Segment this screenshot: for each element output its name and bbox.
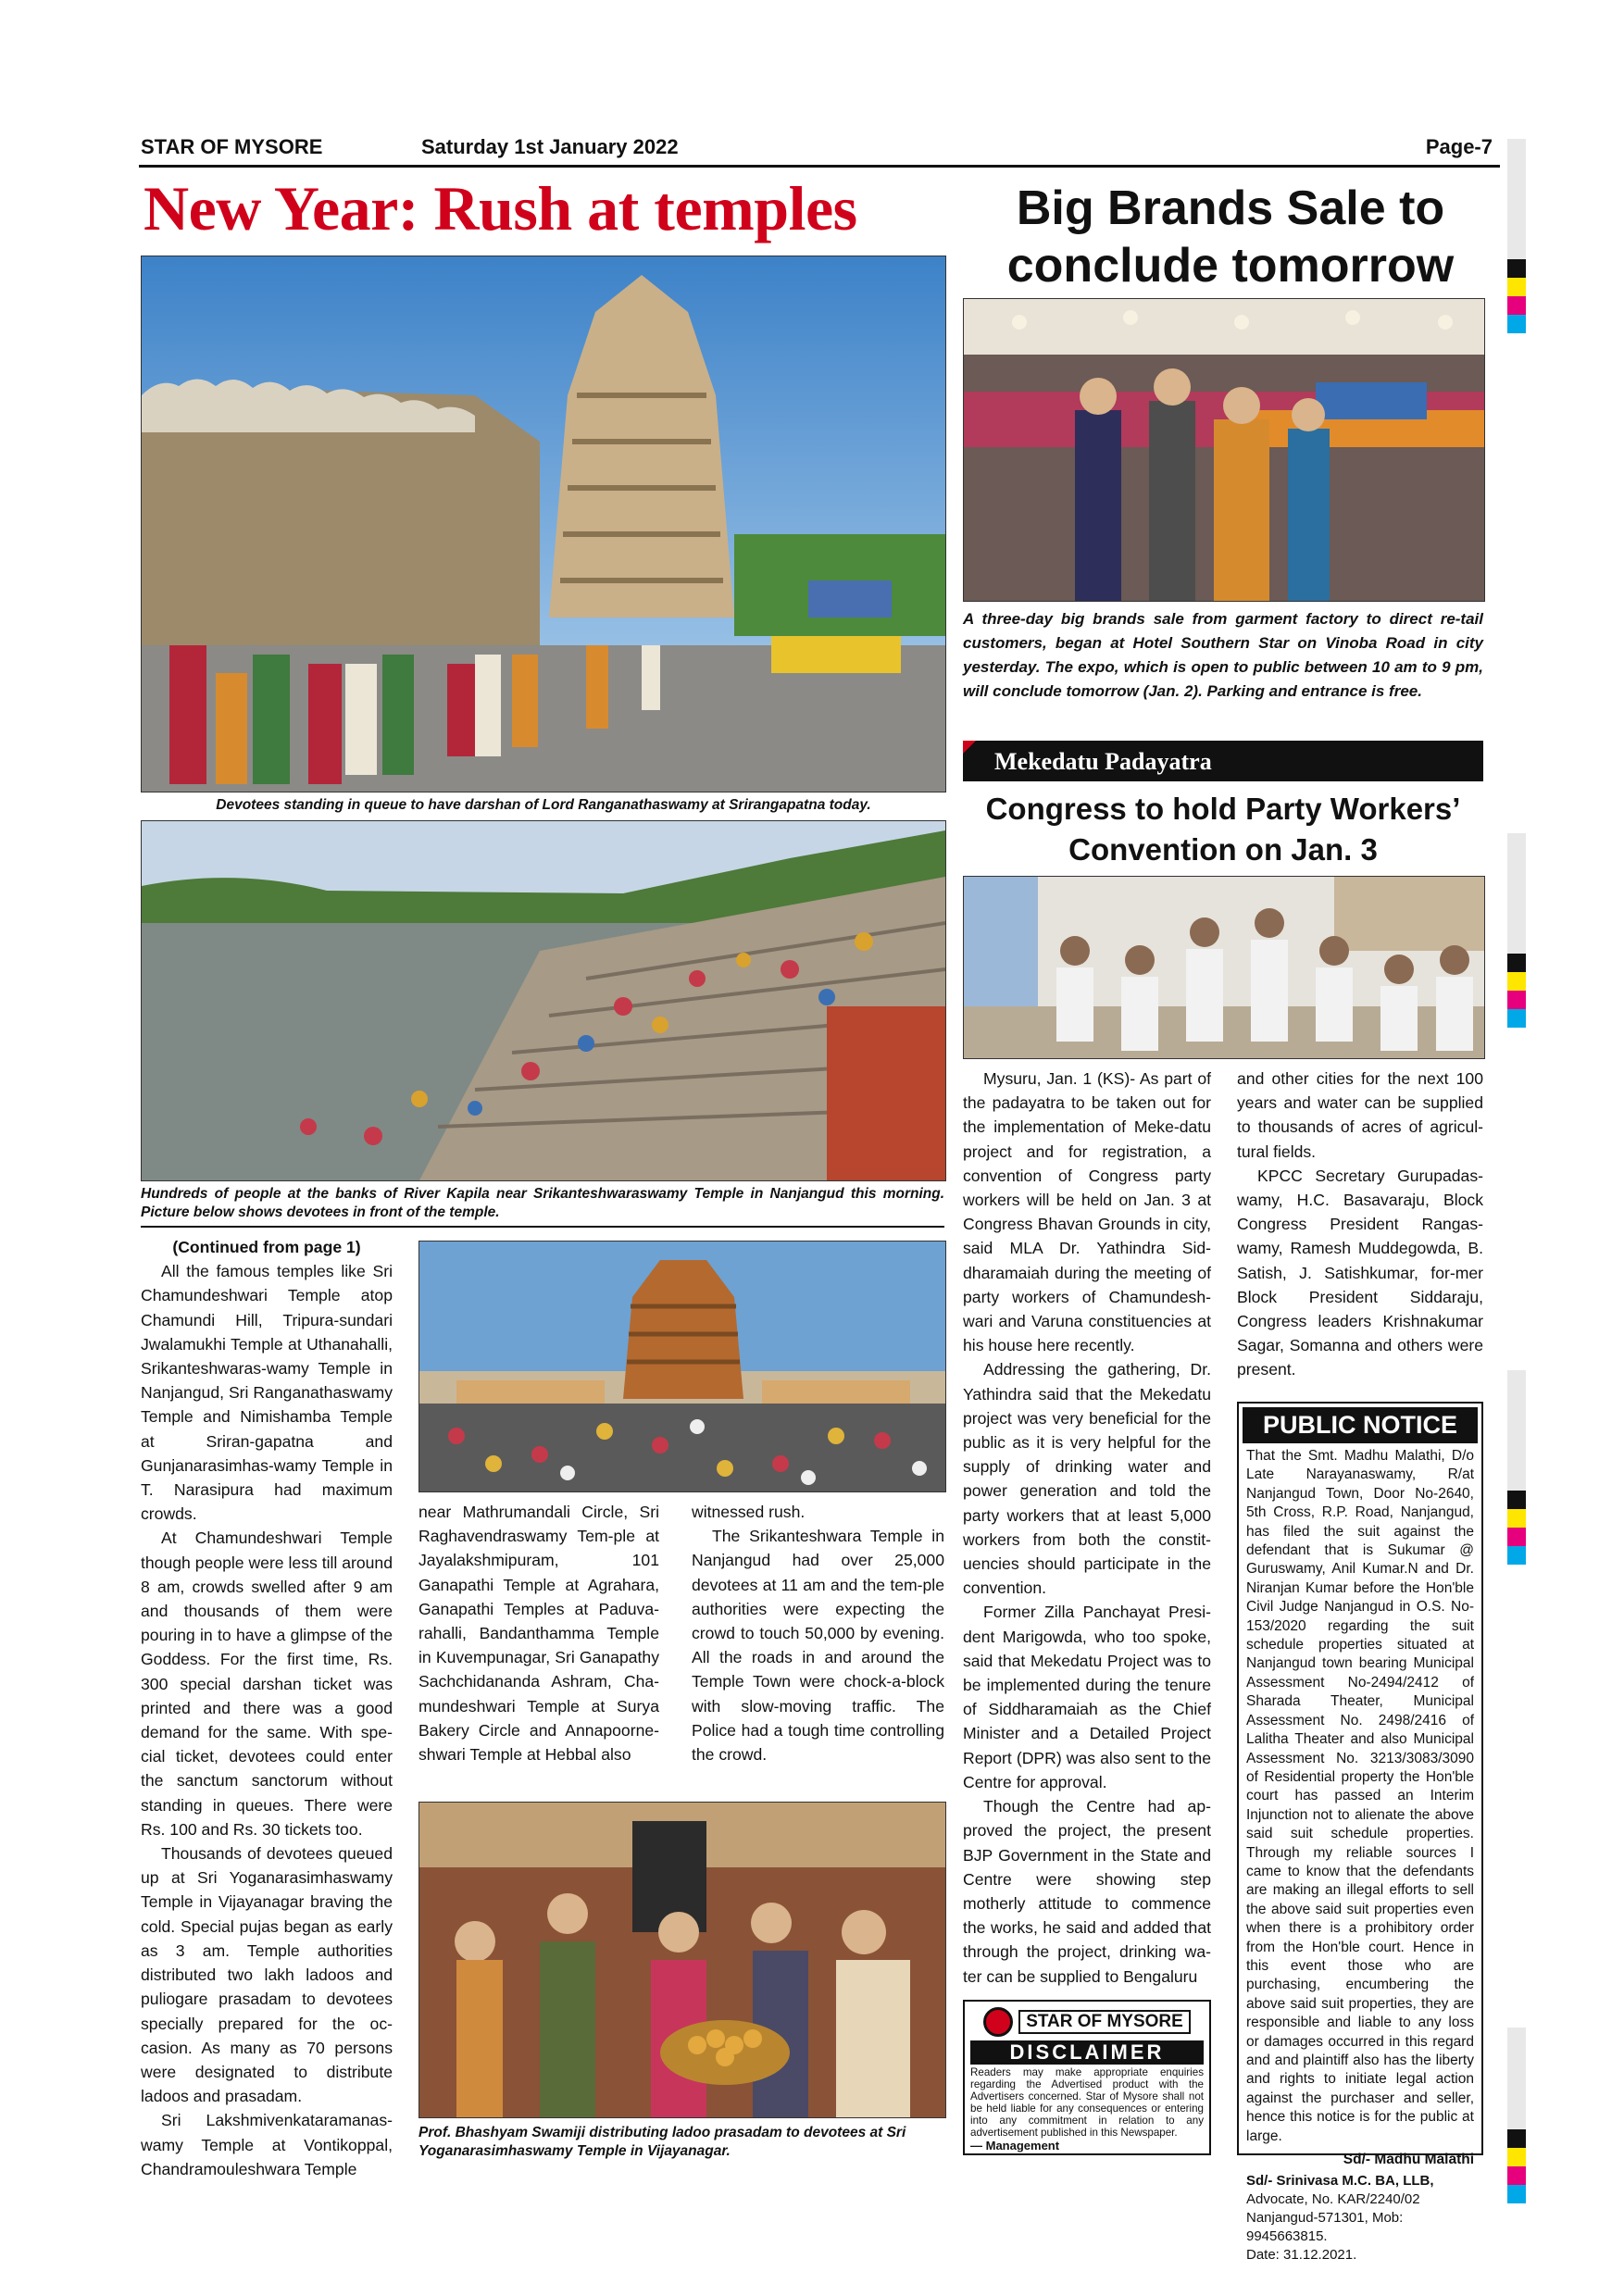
registration-magenta bbox=[1507, 1528, 1526, 1546]
registration-yellow bbox=[1507, 2148, 1526, 2166]
notice-date: Date: 31.12.2021. bbox=[1246, 2247, 1357, 2264]
disclaimer-sign: — Management bbox=[970, 2139, 1060, 2152]
congress-body-col1 bbox=[963, 1067, 1211, 1989]
paragraph: KPCC Secretary Gurupadas-wamy, H.C. Basavaraju, Block Congress President Rangas-wamy, Ramesh Muddegowda, B. Satish, J. Satishkumar, for-mer Block President Siddaraju, Congress leaders Krishnakumar Sagar, Somanna and others were present. bbox=[1237, 1166, 1483, 1379]
temples-body-col2 bbox=[418, 1500, 659, 1766]
headline-line: Convention on Jan. 3 bbox=[1068, 832, 1378, 867]
paragraph: The Srikanteshwara Temple in Nanjangud had over 25,000 devotees at 11 am and the tem-ple authorities were expecting the crowd to touch 50,000 by evening. All the roads in and around the Temple Town were chock-a-block with slow-moving traffic. The Police had a tough time controlling the crowd. bbox=[692, 1527, 944, 1765]
issue-date: Saturday 1st January 2022 bbox=[421, 135, 679, 158]
photo-kapila-river bbox=[141, 820, 946, 1181]
caption-ladoo: Prof. Bhashyam Swamiji distributing ladoo prasadam to devotees at Sri Yoganarasimhaswamy Temple in Vijayanagar. bbox=[418, 2125, 906, 2159]
photo-ladoo-distribution bbox=[418, 1802, 946, 2118]
registration-strip-gray bbox=[1507, 1370, 1526, 1491]
header-rule bbox=[139, 165, 1500, 168]
registration-yellow bbox=[1507, 278, 1526, 296]
registration-magenta bbox=[1507, 991, 1526, 1009]
registration-black bbox=[1507, 259, 1526, 278]
registration-magenta bbox=[1507, 296, 1526, 315]
disclaimer-box bbox=[963, 2000, 1211, 2155]
public-notice-signature: Sd/- Madhu Malathi bbox=[1343, 2152, 1474, 2168]
paragraph: Thousands of devotees queued up at Sri Yoganarasimhaswamy Temple in Vijayanagar braving the cold. Special pujas began as early as 3 am. Temple authorities distributed two lakh ladoos and puliogare prasadam to devotees specially prepared for the oc-casion. As many as 70 persons were designated to distribute ladoos and prasadam. bbox=[141, 1844, 393, 2106]
star-logo-icon bbox=[983, 2007, 1013, 2037]
registration-black bbox=[1507, 954, 1526, 972]
caption-kapila-river: Hundreds of people at the banks of River Kapila near Srikanteshwaraswamy Temple in Nanjangud this morning. Picture below shows devotees in front of the temple. bbox=[141, 1186, 944, 1220]
photo-ranganathaswamy-queue bbox=[141, 256, 946, 792]
registration-yellow bbox=[1507, 1509, 1526, 1528]
disclaimer-logo bbox=[965, 2007, 1209, 2037]
paragraph: witnessed rush. bbox=[692, 1503, 806, 1521]
headline-line: conclude tomorrow bbox=[1006, 239, 1455, 293]
registration-magenta bbox=[1507, 2166, 1526, 2185]
paragraph: and other cities for the next 100 years and water can be supplied to thousands of acres of agricul-tural fields. bbox=[1237, 1069, 1483, 1161]
registration-strip-gray bbox=[1507, 2028, 1526, 2129]
caption-big-brands: A three-day big brands sale from garment factory to direct re-tail customers, began at Hotel Southern Star on Vinoba Road in city yesterday. The expo, which is open to public between 10 am to 9 pm, will conclude tomorrow (Jan. 2). Parking and entrance is free. bbox=[963, 610, 1483, 700]
headline-line: Congress to hold Party Workers’ bbox=[985, 792, 1461, 826]
registration-cyan bbox=[1507, 1546, 1526, 1565]
public-notice-title: PUBLIC NOTICE bbox=[1243, 1407, 1478, 1443]
disclaimer-logo-text: STAR OF MYSORE bbox=[1018, 2010, 1191, 2034]
registration-yellow bbox=[1507, 972, 1526, 991]
headline-temples: New Year: Rush at temples bbox=[144, 173, 857, 243]
advocate-details bbox=[1239, 2168, 1481, 2265]
headline-congress bbox=[959, 789, 1487, 870]
registration-cyan bbox=[1507, 2185, 1526, 2203]
paragraph: Addressing the gathering, Dr. Yathindra said that the Mekedatu project was very beneficial for the public as it is very helpful for the supply of drinking water and power generation and told the party workers that at least 5,000 workers from both the constit-uencies should participate in the convention. bbox=[963, 1360, 1211, 1598]
caption-ranganathaswamy: Devotees standing in queue to have darshan of Lord Ranganathaswamy at Srirangapatna today. bbox=[216, 797, 871, 813]
registration-cyan bbox=[1507, 315, 1526, 333]
paragraph: All the famous temples like Sri Chamundeshwari Temple atop Chamundi Hill, Tripura-sundari Jwalamukhi Temple at Uthanahalli, Srikanteshwaras-wamy Temple in Nanjangud, Sri Ranganathaswamy Temple and Nimishamba Temple at Sriran-gapatna and Gunjanarasimhas-wamy Temple in T. Narasipura had maximum crowds. bbox=[141, 1262, 393, 1524]
continued-note: (Continued from page 1) bbox=[172, 1238, 361, 1256]
registration-cyan bbox=[1507, 1009, 1526, 1028]
caption-rule bbox=[141, 1226, 944, 1228]
congress-body-col2 bbox=[1237, 1067, 1483, 1382]
paper-name: STAR OF MYSORE bbox=[141, 135, 323, 158]
temples-body-col1 bbox=[141, 1235, 393, 2181]
public-notice-box bbox=[1237, 1402, 1483, 2264]
photo-nanjangud-temple bbox=[418, 1241, 946, 1492]
advocate-address: Advocate, No. KAR/2240/02 Nanjangud-571301, Mob: 9945663815. bbox=[1246, 2191, 1420, 2245]
disclaimer-body: Readers may make appropriate enquiries regarding the Advertised product with the Advertisers concerned. Star of Mysore shall not be held liable for any consequences or entering into any commitment in relation to any advertisement published in this Newspaper. bbox=[970, 2066, 1204, 2139]
section-tag: Mekedatu Padayatra bbox=[994, 748, 1212, 775]
registration-strip-gray bbox=[1507, 833, 1526, 954]
public-notice-body: That the Smt. Madhu Malathi, D/o Late Narayanaswamy, R/at Nanjangud Town, Door No-2640, 5th Cross, R.P. Road, Nanjangud, has filed the suit against the defendant that is Sukumar @ Guruswamy, Anil Kumar.N and Dr. Niranjan Kumar before the Hon'ble Civil Judge Nanjangud in O.S. No-153/2020 regarding the suit schedule properties situated at Nanjangud town bearing Municipal Assessment No-2494/2412 of Sharada Theater, Municipal Assessment No. 2498/2416 of Lalitha Theater and also Municipal Assessment No. 3213/3083/3090 of Residential property the Hon'ble court has passed an Interim Injunction not to alienate the above said suit schedule properties. Through my reliable sources I came to know that the defendants are making an illegal efforts to sell the above said suit properties even when there is a prohibitory order from the Hon'ble court. Hence in this event those who are purchasing, encumbering the above said suit properties, they are responsible and liable to any loss or damages occurred in this regard and and plaintiff also has the liberty and rights to initiate legal action against the purchaser and seller, hence this notice is for the public at large. bbox=[1246, 1448, 1474, 2144]
tag-corner-accent bbox=[963, 741, 976, 754]
paragraph: Though the Centre had ap-proved the project, the present BJP Government in the State and Centre were showing step motherly attitude to commence the works, he said and added that through the project, drinking wa-ter can be supplied to Bengaluru bbox=[963, 1797, 1211, 1986]
photo-big-brands-sale bbox=[963, 298, 1485, 602]
section-tag-bar bbox=[963, 741, 1483, 781]
paragraph: Mysuru, Jan. 1 (KS)- As part of the padayatra to be taken out for the implementation of Meke-datu project and for registration, a convention of Congress party workers will be held on Jan. 3 at Congress Bhavan Grounds in city, said MLA Dr. Yathindra Sid-dharamaiah during the meeting of party workers of Chamundesh-wari and Varuna constituencies at his house here recently. bbox=[963, 1069, 1211, 1355]
registration-black bbox=[1507, 2129, 1526, 2148]
headline-line: Big Brands Sale to bbox=[1016, 181, 1445, 235]
paragraph: near Mathrumandali Circle, Sri Raghavendraswamy Tem-ple at Jayalakshmipuram, 101 Ganapathi Temple at Agrahara, Ganapathi Temples at Paduva-rahalli, Bandanthamma Temple in Kuvempunagar, Sri Ganapathy Sachchidananda Ashram, Cha-mundeshwari Temple at Surya Bakery Circle and Annapoorne-shwari Temple at Hebbal also bbox=[418, 1503, 659, 1765]
headline-big-brands bbox=[963, 180, 1498, 294]
paragraph: Former Zilla Panchayat Presi-dent Marigowda, who too spoke, said that Mekedatu Project was to be implemented during the tenure of Siddharamaiah as the Chief Minister and a Detailed Project Report (DPR) was also sent to the Centre for approval. bbox=[963, 1603, 1211, 1791]
page-number: Page-7 bbox=[1425, 135, 1493, 158]
paragraph: At Chamundeshwari Temple though people were less till around 8 am, crowds swelled after 9 am and thousands of them were pouring in to have a glimpse of the Goddess. For the first time, Rs. 300 special darshan ticket was printed and there was a good demand for the same. With spe-cial ticket, devotees could enter the sanctum sanctorum without standing in queues. There were Rs. 100 and Rs. 30 tickets too. bbox=[141, 1529, 393, 1839]
temples-body-col3 bbox=[692, 1500, 944, 1766]
registration-black bbox=[1507, 1491, 1526, 1509]
disclaimer-title: DISCLAIMER bbox=[970, 2040, 1204, 2065]
photo-congress-meeting bbox=[963, 876, 1485, 1059]
paragraph: Sri Lakshmivenkataramanas-wamy Temple at Vontikoppal, Chandramouleshwara Temple bbox=[141, 2111, 393, 2178]
advocate-name: Sd/- Srinivasa M.C. BA, LLB, bbox=[1246, 2173, 1434, 2190]
